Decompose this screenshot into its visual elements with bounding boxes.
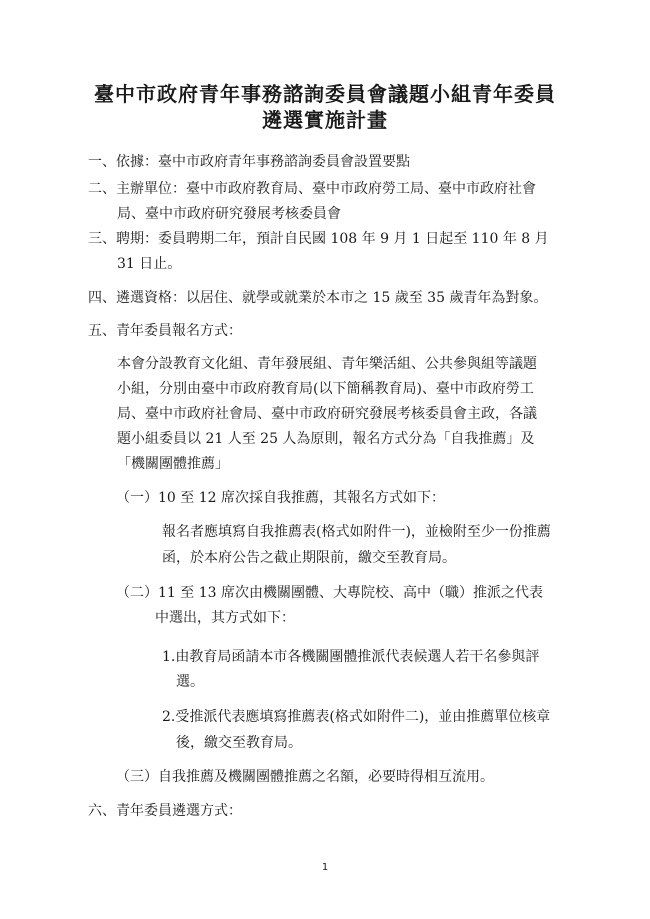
section-4-eligibility: 四、遴選資格：以居住、就學或就業於本市之 15 歲至 35 歲青年為對象。 (88, 290, 548, 306)
section-5-paragraph-line: 局、臺中市政府社會局、臺中市政府研究發展考核委員會主政，各議 (117, 406, 537, 422)
section-5-item-2-cont: 中選出，其方式如下： (155, 610, 295, 626)
page-number: 1 (321, 862, 329, 873)
section-5-item-2: （二）11 至 13 席次由機關團體、大專院校、高中（職）推派之代表 (116, 585, 543, 601)
document-title-line-2: 遴選實施計畫 (262, 108, 388, 132)
section-5-item-2-step-2-cont: 後，繳交至教育局。 (176, 735, 302, 751)
section-5-paragraph-line: 本會分設教育文化組、青年發展組、青年樂活組、公共參與組等議題 (117, 356, 537, 372)
section-2-organizers-cont: 局、臺中市政府研究發展考核委員會 (117, 206, 341, 222)
section-3-term: 三、聘期：委員聘期二年，預計自民國 108 年 9 月 1 日起至 110 年 8 月 (88, 231, 549, 247)
section-2-organizers: 二、主辦單位：臺中市政府教育局、臺中市政府勞工局、臺中市政府社會 (88, 181, 536, 197)
section-5-item-2-step-2: 2.受推派代表應填寫推薦表(格式如附件二)，並由推薦單位核章 (162, 709, 551, 725)
section-1-basis: 一、依據：臺中市政府青年事務諮詢委員會設置要點 (88, 154, 410, 170)
section-6-heading: 六、青年委員遴選方式： (88, 803, 242, 819)
section-5-item-3: （三）自我推薦及機關團體推薦之名額，必要時得相互流用。 (116, 769, 494, 785)
section-5-paragraph-line: 小組，分別由臺中市政府教育局(以下簡稱教育局)、臺中市政府勞工 (117, 381, 534, 397)
section-5-paragraph-line: 題小組委員以 21 人至 25 人為原則，報名方式分為「自我推薦」及 (117, 431, 535, 447)
section-5-heading: 五、青年委員報名方式： (88, 323, 242, 339)
section-5-item-1-detail: 報名者應填寫自我推薦表(格式如附件一)，並檢附至少一份推薦 (162, 524, 551, 540)
section-5-item-1: （一）10 至 12 席次採自我推薦，其報名方式如下： (116, 490, 445, 506)
document-title-line-1: 臺中市政府青年事務諮詢委員會議題小組青年委員 (94, 82, 556, 106)
section-5-item-2-step-1-cont: 選。 (176, 674, 204, 690)
section-5-item-1-detail: 函，於本府公告之截止期限前，繳交至教育局。 (162, 550, 456, 566)
section-5-item-2-step-1: 1.由教育局函請本市各機關團體推派代表候選人若干名參與評 (162, 649, 540, 665)
section-5-paragraph-line: 「機關團體推薦」 (117, 456, 229, 472)
section-3-term-cont: 31 日止。 (117, 256, 182, 272)
